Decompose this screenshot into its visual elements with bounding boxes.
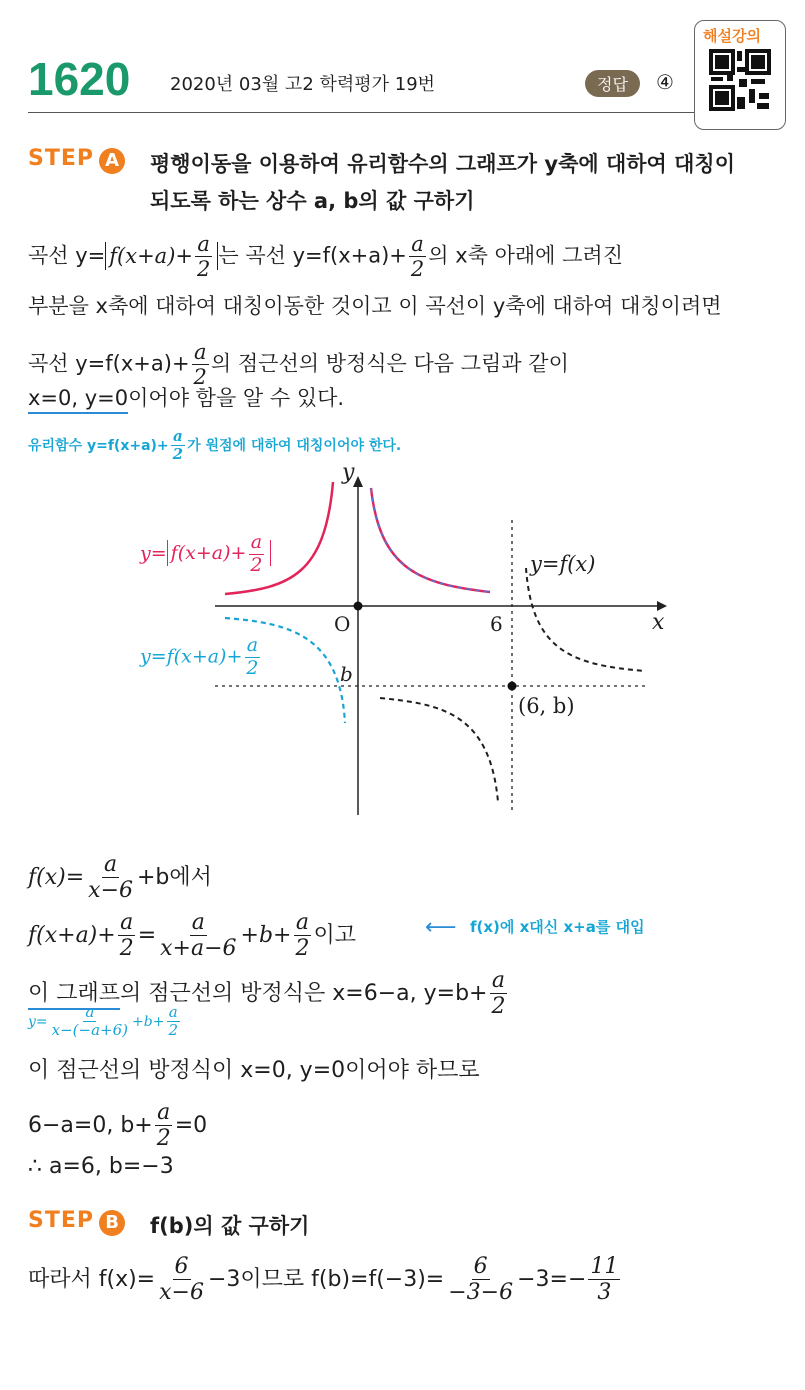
qr-box[interactable] bbox=[694, 20, 786, 130]
step-a-heading bbox=[28, 146, 125, 174]
calc-line-1 bbox=[28, 852, 212, 904]
calc-c2-a: f(x+a)+ bbox=[28, 922, 116, 948]
frac-num: a bbox=[295, 910, 310, 935]
para-l1-b: f(x+a)+ bbox=[109, 243, 193, 268]
step-a-word: STEP bbox=[28, 146, 95, 171]
para-l1-a: 곡선 y= bbox=[28, 243, 106, 268]
step-b-word: STEP bbox=[28, 1208, 95, 1233]
calc-c3-b: 의 점근선의 방정식은 x=6−a, y=b+ bbox=[120, 980, 488, 1006]
para-l1-d: 의 x축 아래에 그려진 bbox=[428, 243, 623, 268]
frac-den: 2 bbox=[172, 445, 184, 464]
frac-den: 2 bbox=[250, 553, 263, 576]
para-note bbox=[28, 428, 401, 464]
calc-c2-d: 이고 bbox=[313, 922, 356, 948]
para-l3-a: 곡선 y=f(x+a)+ bbox=[28, 351, 190, 376]
answer-label: 정답 bbox=[597, 75, 628, 94]
calc-c3-note-b: +b+ bbox=[132, 1013, 165, 1030]
calc-c2-num: a bbox=[191, 910, 205, 935]
para-line-3 bbox=[28, 340, 569, 389]
para-l4-a: x=0, y=0 bbox=[28, 386, 128, 414]
qr-code-icon bbox=[709, 49, 771, 111]
frac-num: a bbox=[197, 232, 210, 256]
frac-den: 2 bbox=[119, 936, 134, 962]
para-note-a: 유리함수 y=f(x+a)+ bbox=[28, 437, 169, 454]
final-b: −3이므로 f(b)=f(−3)= bbox=[207, 1266, 445, 1292]
calc-c2-c: +b+ bbox=[240, 922, 292, 948]
f-curve-left bbox=[380, 698, 498, 802]
calc-c1-a: f(x)= bbox=[28, 864, 85, 890]
frac-den: 2 bbox=[193, 365, 207, 390]
frac-num: a bbox=[250, 531, 263, 553]
frac-den: 2 bbox=[246, 656, 259, 679]
frac-den: 2 bbox=[410, 257, 425, 282]
step-a-letter: A bbox=[99, 148, 125, 174]
qr-label: 해설강의 bbox=[703, 27, 761, 45]
final-line bbox=[28, 1254, 622, 1306]
calc-line-2 bbox=[28, 910, 356, 962]
calc-line-4: 이 점근선의 방정식이 x=0, y=0이어야 하므로 bbox=[28, 1058, 480, 1083]
overlap-curve-right bbox=[371, 488, 490, 592]
step-b-letter: B bbox=[99, 1210, 125, 1236]
graph-x-label: x bbox=[652, 610, 665, 635]
para-l1-c: 는 곡선 y=f(x+a)+ bbox=[218, 243, 407, 268]
frac-den: 2 bbox=[168, 1021, 178, 1040]
graph-point-label: (6, b) bbox=[518, 694, 575, 718]
problem-source: 2020년 03월 고2 학력평가 19번 bbox=[170, 74, 436, 95]
frac-num: a bbox=[173, 427, 183, 445]
answer-badge bbox=[585, 70, 640, 97]
graph-shift-label-a: y=f(x+a)+ bbox=[140, 645, 243, 668]
graph-abs-label bbox=[140, 532, 271, 577]
graph-shift-label bbox=[140, 635, 263, 680]
frac-den: 2 bbox=[295, 936, 310, 962]
calc-c1-den: x−6 bbox=[88, 878, 133, 904]
frac-den: 2 bbox=[197, 257, 211, 282]
final-den3: 3 bbox=[597, 1280, 612, 1306]
para-line-4 bbox=[28, 388, 344, 409]
step-b-title: f(b)의 값 구하기 bbox=[150, 1214, 310, 1238]
point-6b bbox=[508, 682, 517, 691]
calc-c3-note-num: a bbox=[85, 1003, 95, 1021]
calc-c3-a: 이 그래프 bbox=[28, 981, 120, 1010]
calc-c3-note-a: y= bbox=[28, 1013, 48, 1030]
graph bbox=[0, 460, 805, 820]
graph-f-label: y=f(x) bbox=[530, 552, 596, 576]
calc-line-6: ∴ a=6, b=−3 bbox=[28, 1154, 174, 1179]
graph-abs-label-b: f(x+a)+ bbox=[170, 542, 247, 565]
step-a-title-line2: 되도록 하는 상수 a, b의 값 구하기 bbox=[150, 189, 475, 213]
frac-num: a bbox=[157, 1100, 171, 1125]
calc-c2-b: = bbox=[137, 922, 157, 948]
final-num3: 11 bbox=[590, 1254, 619, 1279]
frac-num: a bbox=[168, 1003, 178, 1021]
graph-six-label: 6 bbox=[490, 612, 503, 636]
para-note-b: 가 원점에 대하여 대칭이어야 한다. bbox=[187, 437, 402, 454]
calc-c3-note-den: x−(−a+6) bbox=[51, 1021, 128, 1040]
para-l3-b: 의 점근선의 방정식은 다음 그림과 같이 bbox=[210, 351, 569, 376]
y-axis-arrow bbox=[353, 476, 363, 487]
calc-c5-a: 6−a=0, b+ bbox=[28, 1112, 153, 1138]
graph-origin-label: O bbox=[334, 612, 351, 636]
header-rule bbox=[28, 112, 698, 113]
frac-den: 2 bbox=[491, 994, 506, 1020]
calc-line-5 bbox=[28, 1100, 207, 1152]
final-num2: 6 bbox=[473, 1254, 488, 1279]
problem-number: 1620 bbox=[28, 53, 131, 105]
graph-abs-label-a: y= bbox=[140, 542, 167, 565]
final-den1: x−6 bbox=[159, 1280, 204, 1306]
step-b-heading bbox=[28, 1208, 125, 1236]
final-c: −3=− bbox=[517, 1266, 587, 1292]
frac-num: a bbox=[491, 968, 506, 993]
origin-point bbox=[354, 602, 363, 611]
para-line-1 bbox=[28, 232, 623, 281]
frac-num: a bbox=[193, 340, 207, 364]
final-num1: 6 bbox=[174, 1254, 189, 1279]
final-den2: −3−6 bbox=[448, 1280, 514, 1306]
frac-den: 2 bbox=[156, 1126, 171, 1152]
calc-c5-b: =0 bbox=[174, 1112, 208, 1138]
shift-curve-right bbox=[371, 488, 490, 592]
final-a: 따라서 f(x)= bbox=[28, 1266, 156, 1292]
answer-value: ④ bbox=[656, 70, 674, 94]
frac-num: a bbox=[411, 232, 424, 256]
frac-num: a bbox=[120, 910, 134, 935]
calc-c2-arrow-icon: ⟵ bbox=[425, 915, 457, 940]
para-l4-b: 이어야 함을 알 수 있다. bbox=[128, 386, 345, 410]
calc-c3-note bbox=[28, 1004, 182, 1040]
frac-num: a bbox=[246, 634, 259, 656]
graph-b-label: b bbox=[340, 662, 353, 686]
para-line-2: 부분을 x축에 대하여 대칭이동한 것이고 이 곡선이 y축에 대하여 대칭이려면 bbox=[28, 294, 722, 318]
f-curve-right bbox=[526, 568, 645, 671]
calc-c1-num: a bbox=[104, 852, 118, 877]
calc-c2-note: f(x)에 x대신 x+a를 대입 bbox=[470, 918, 645, 936]
step-a-title-line1: 평행이동을 이용하여 유리함수의 그래프가 y축에 대하여 대칭이 bbox=[150, 152, 735, 176]
calc-c1-b: +b에서 bbox=[137, 864, 212, 890]
graph-y-label: y bbox=[342, 460, 355, 485]
calc-c2-den: x+a−6 bbox=[160, 936, 237, 962]
